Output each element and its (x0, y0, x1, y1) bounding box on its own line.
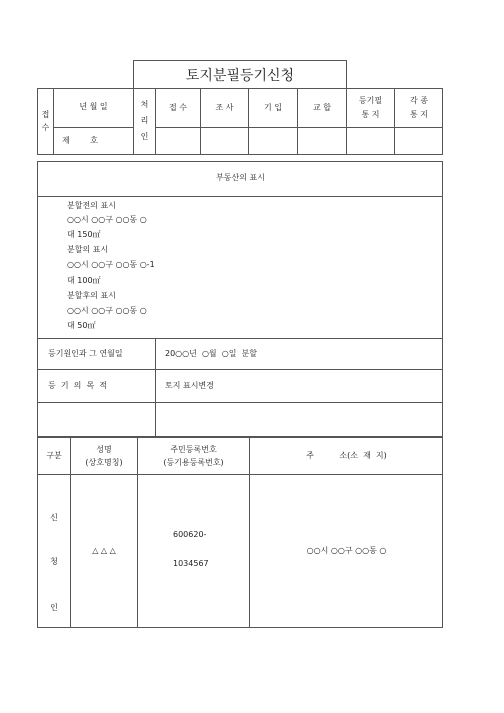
jeopsu-label: 접수 (41, 110, 50, 132)
number-label: 제 호 (62, 136, 98, 145)
applicant-name: △ △ △ (92, 546, 116, 555)
applicant-side-label: 인 (50, 603, 58, 612)
col-various-notice: 각 종 통 지 (410, 96, 428, 119)
col-josa: 조 사 (215, 103, 234, 112)
applicant-side-label: 신 (50, 513, 58, 522)
property-heading: 부동산의 표시 (216, 173, 265, 182)
col-id-number: 주민등록번호 (등기용등록번호) (163, 445, 224, 467)
col-registration-notice: 등기필 통 지 (358, 96, 383, 119)
form-title: 토지분필등기신청 (185, 67, 295, 84)
property-line: 분할의 표시 (67, 245, 109, 254)
purpose-value: 토지 표시변경 (165, 381, 214, 390)
col-name: 성명 (상호명칭) (85, 445, 123, 467)
col-jeopsu: 접 수 (169, 103, 187, 112)
property-line: 대 50㎡ (67, 321, 96, 330)
cause-label: 등기원인과 그 연월일 (48, 349, 123, 358)
applicant-id-line2: 1034567 (173, 559, 209, 568)
cheoriin-label: 처리인 (140, 100, 149, 141)
property-line: 분할후의 표시 (67, 291, 116, 300)
property-line: ○○시 ○○구 ○○동 ○-1 (67, 260, 155, 269)
applicant-id-line1: 600620- (173, 530, 207, 539)
property-line: 대 100㎡ (67, 276, 101, 285)
applicant-side-label: 청 (50, 557, 58, 566)
col-address: 주 소(소 재 지) (306, 451, 387, 460)
form-title-box (133, 60, 347, 89)
property-line: 분할전의 표시 (67, 201, 116, 210)
cause-value: 20○○년 ○월 ○일 분할 (165, 349, 257, 358)
applicant-address: ○○시 ○○구 ○○동 ○ (306, 546, 387, 555)
purpose-label: 등 기 의 목 적 (48, 381, 107, 390)
property-line: ○○시 ○○구 ○○동 ○ (67, 215, 147, 224)
property-line: ○○시 ○○구 ○○동 ○ (67, 306, 147, 315)
col-giip: 기 입 (264, 103, 282, 112)
property-line: 대 150㎡ (67, 230, 101, 239)
col-gyohap: 교 합 (313, 103, 331, 112)
col-gubun: 구분 (46, 451, 62, 460)
date-label: 년 월 일 (79, 102, 108, 111)
